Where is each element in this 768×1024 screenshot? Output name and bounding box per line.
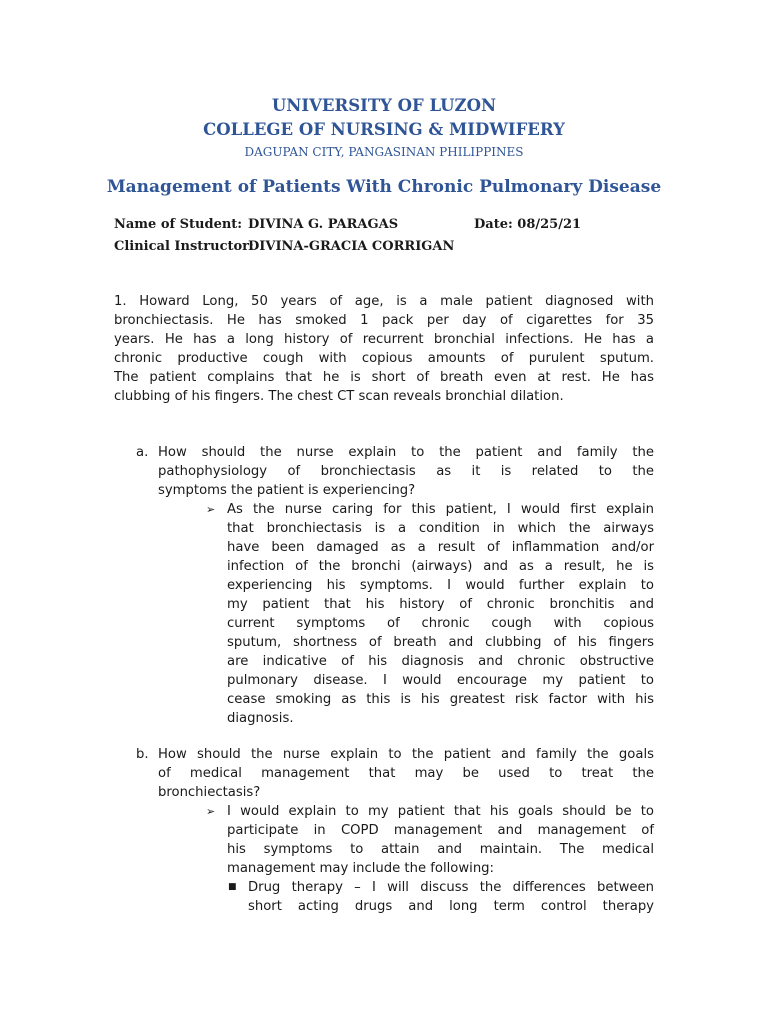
bullet-line: Drug therapy – I will discuss the differences between: [248, 880, 654, 895]
case-line: years. He has a long history of recurrent bronchial infections. He has a: [114, 332, 654, 347]
question-b-marker: b.: [136, 747, 149, 762]
answer-a-line: have been damaged as a result of inflammation and/or: [227, 540, 654, 555]
question-a-marker: a.: [136, 445, 149, 460]
answer-b-line: his symptoms to attain and maintain. The medical: [227, 842, 654, 857]
question-a-line: symptoms the patient is experiencing?: [158, 483, 416, 498]
square-bullet-icon: ■: [228, 882, 237, 892]
answer-b-line: participate in COPD management and management of: [227, 823, 654, 838]
date-field: Date: 08/25/21: [474, 217, 582, 232]
arrow-bullet-icon: ➢: [206, 503, 216, 516]
case-line: chronic productive cough with copious amounts of purulent sputum.: [114, 351, 654, 366]
answer-b-text: [227, 802, 654, 878]
student-name: DIVINA G. PARAGAS: [248, 217, 399, 232]
drug-therapy-item: [248, 878, 654, 916]
bullet-line: short acting drugs and long term control therapy: [248, 899, 654, 914]
question-b-line: of medical management that may be used to treat the: [158, 766, 654, 781]
arrow-bullet-icon: ➢: [206, 805, 216, 818]
university-name: UNIVERSITY OF LUZON: [271, 96, 497, 115]
answer-a-line: are indicative of his diagnosis and chronic obstructive: [227, 654, 654, 669]
answer-a-line: that bronchiectasis is a condition in which the airways: [227, 521, 654, 536]
instructor-label: Clinical Instructor:: [114, 239, 254, 254]
case-paragraph: [114, 292, 654, 406]
case-line: clubbing of his fingers. The chest CT scan reveals bronchial dilation.: [114, 389, 564, 404]
case-line: The patient complains that he is short of breath even at rest. He has: [114, 370, 654, 385]
answer-b-line: I would explain to my patient that his goals should be to: [227, 804, 654, 819]
question-b-line: How should the nurse explain to the patient and family the goals: [158, 747, 654, 762]
college-name: COLLEGE OF NURSING & MIDWIFERY: [203, 120, 565, 139]
answer-a-line: As the nurse caring for this patient, I would first explain: [227, 502, 654, 517]
answer-a-line: experiencing his symptoms. I would further explain to: [227, 578, 654, 593]
answer-a-line: current symptoms of chronic cough with copious: [227, 616, 654, 631]
answer-a-line: diagnosis.: [227, 711, 294, 726]
question-b-text: [158, 745, 654, 802]
answer-a-line: sputum, shortness of breath and clubbing of his fingers: [227, 635, 654, 650]
answer-a-line: my patient that his history of chronic bronchitis and: [227, 597, 654, 612]
answer-a-text: [227, 500, 654, 728]
answer-a-line: infection of the bronchi (airways) and as a result, he is: [227, 559, 654, 574]
answer-a-line: pulmonary disease. I would encourage my patient to: [227, 673, 654, 688]
document-title: Management of Patients With Chronic Pulmonary Disease: [106, 177, 662, 197]
instructor-name: DIVINA-GRACIA CORRIGAN: [248, 239, 455, 254]
answer-a-line: cease smoking as this is his greatest risk factor with his: [227, 692, 654, 707]
question-a-text: [158, 443, 654, 500]
student-label: Name of Student:: [114, 217, 243, 232]
case-line: bronchiectasis. He has smoked 1 pack per day of cigarettes for 35: [114, 313, 654, 328]
question-b-line: bronchiectasis?: [158, 785, 261, 800]
case-line: 1. Howard Long, 50 years of age, is a male patient diagnosed with: [114, 294, 654, 309]
college-location: DAGUPAN CITY, PANGASINAN PHILIPPINES: [244, 145, 524, 159]
answer-b-line: management may include the following:: [227, 861, 494, 876]
question-a-line: How should the nurse explain to the patient and family the: [158, 445, 654, 460]
question-a-line: pathophysiology of bronchiectasis as it is related to the: [158, 464, 654, 479]
